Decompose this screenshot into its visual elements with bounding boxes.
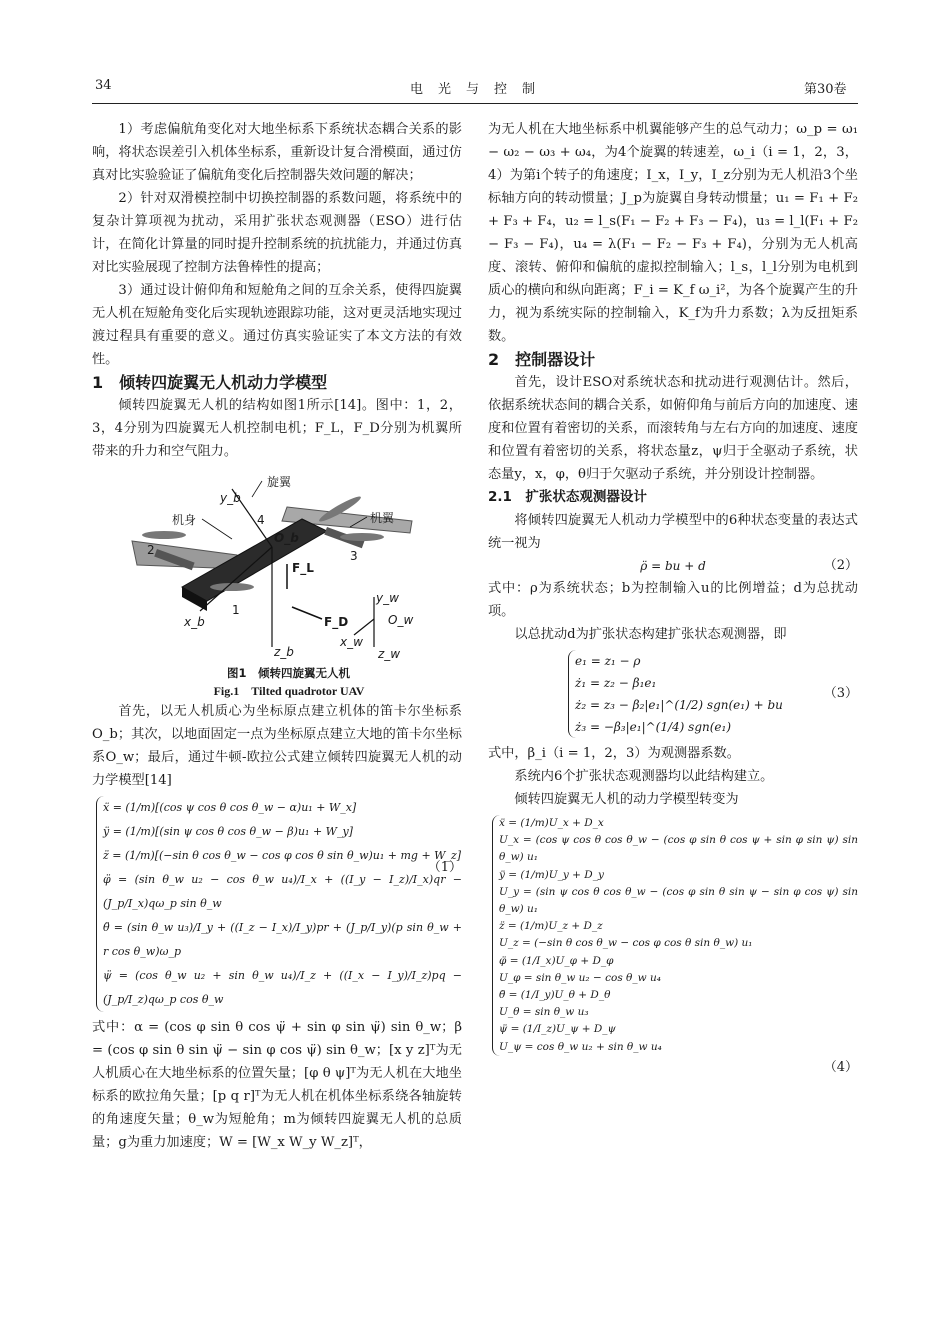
rotor-1 — [210, 583, 254, 591]
eso-construct: 以总扰动d为扩张状态构建扩张状态观测器，即 — [514, 627, 787, 642]
subsection-2-1-heading: 2.1 扩张状态观测器设计 — [488, 489, 647, 505]
contribution-1: 1）考虑偏航角变化对大地坐标系下系统状态耦合关系的影响，将状态误差引入机体坐标系，重新设计复合滑模面，通过仿真对比实验验证了偏航角变化后控制器失效问题的解决； — [92, 122, 462, 183]
label-ob: O_b — [274, 531, 299, 545]
equation-3 — [568, 650, 858, 738]
label-xw: x_w — [340, 635, 363, 649]
eq4-line: U_θ = sin θ_w u₃ — [499, 1006, 589, 1019]
eq1-explanation-cont: 为无人机在大地坐标系中机翼能够产生的总气动力；ω_p = ω₁ − ω₂ − ω₃ + ω₄，为4个旋翼的转速差，ω_i（i = 1，2，3，4）为第i个转子的角速度；I_x，I_y，I_z分别为无人机沿3个坐标轴方向的转动惯量；J_p为旋翼自身转动惯量；u₁ = F₁ + F₂ + F₃ + F₄，u₂ = l_s(F₁ − F₂ + F₃ − F₄)，u₃ = l_l(F₁ + F₂ − F₃ − F₄)，u₄ = λ(F₁ − F₂ − F₃ + F₄)，分别为无人机高度、滚转、俯仰和偏航的虚拟控制输入；l_s，l_l分别为电机到质心的横向和纵向距离；F_i = K_f ω_i²，为各个旋翼产生的升力，视为系统实际的控制输入，K_f为升力系数；λ为反扭矩系数。 — [488, 122, 858, 344]
contribution-3: 3）通过设计俯仰角和短舱角之间的互余关系，使得四旋翼无人机在短舱角变化后实现轨迹跟踪功能，这对更灵活地实现过渡过程具有重要的意义。通过仿真实验证实了本文方法的有效性。 — [92, 283, 462, 367]
figure-1 — [112, 469, 442, 664]
eq1-line: ẍ = (1/m)[(cos ψ cos θ cos θ_w − α)u₁ + W_x] — [103, 801, 357, 814]
eq1-line: θ̈ = (sin θ_w u₃)/I_y + ((I_z − I_x)/I_y)pr + (J_p/I_y)(p sin θ_w + r cos θ_w)ω_p — [103, 921, 462, 958]
label-xb: x_b — [184, 615, 205, 629]
header-rule — [92, 103, 858, 104]
figure-1-caption-cn: 图1 倾转四旋翼无人机 — [226, 666, 350, 680]
section-1-body: 首先，以无人机质心为坐标原点建立机体的笛卡尔坐标系O_b；其次，以地面固定一点为坐标原点建立大地的笛卡尔坐标系O_w；最后，通过牛顿-欧拉公式建立倾转四旋翼无人机的动力学模型[14] — [92, 704, 462, 788]
rotor-3 — [340, 533, 384, 541]
equation-4 — [492, 815, 858, 1056]
eq2-explanation: 式中：ρ为系统状态；b为控制输入u的比例增益；d为总扰动项。 — [488, 581, 858, 619]
label-motor-4: 4 — [257, 513, 265, 527]
page-number: 34 — [95, 78, 112, 93]
section-2-intro: 首先，设计ESO对系统状态和扰动进行观测估计。然后，依据系统状态间的耦合关系，如俯仰角与前后方向的加速度、速度和位置有着密切的关系，而滚转角与左右方向的加速度、速度和位置有着密切的关系，将状态量z，ψ归于全驱动子系统，状态量y，x，φ，θ归于欠驱动子系统，并分别设计控制器。 — [488, 375, 858, 482]
volume-label: 第30卷 — [804, 82, 847, 97]
eq4-line: U_x = (cos ψ cos θ cos θ_w − (cos φ sin θ cos ψ + sin φ sin ψ) sin θ_w) u₁ — [499, 834, 858, 864]
figure-1-caption-en: Fig.1 Tilted quadrotor UAV — [213, 684, 365, 698]
eq4-line: U_y = (sin ψ cos θ cos θ_w − (cos φ sin θ sin ψ − sin φ cos ψ) sin θ_w) u₁ — [499, 885, 858, 916]
eq4-line: φ̈ = (1/I_x)U_φ + D_φ — [499, 954, 614, 967]
eq1-line: ψ̈ = (cos θ_w u₂ + sin θ_w u₄)/I_z + ((I_x − I_y)/I_z)pq − (J_p/I_z)qω_p cos θ_w — [103, 969, 462, 1006]
label-yw: y_w — [376, 591, 399, 605]
eq1-line: φ̈ = (sin θ_w u₂ − cos θ_w u₄)/I_x + ((I_y − I_z)/I_x)qr − (J_p/I_x)qω_p sin θ_w — [103, 873, 462, 910]
eq3-line: e₁ = z₁ − ρ — [575, 654, 641, 668]
eq4-line: z̈ = (1/m)U_z + D_z — [499, 920, 603, 933]
label-motor-1: 1 — [232, 603, 240, 617]
eq1-line: z̈ = (1/m)[(−sin θ cos θ_w − cos φ cos θ sin θ_w)u₁ + mg + W_z] — [103, 849, 462, 862]
label-fl: F_L — [292, 561, 314, 575]
eq3-line: ż₃ = −β₃|e₁|^(1/4) sgn(e₁) — [575, 720, 732, 734]
eq4-number: （4） — [823, 1059, 858, 1075]
label-zw: z_w — [378, 647, 401, 661]
label-wing: 机翼 — [370, 511, 395, 525]
eq4-line: θ̈ = (1/I_y)U_θ + D_θ — [499, 989, 611, 1002]
label-yb: y_b — [220, 491, 241, 505]
eq4-line: U_φ = sin θ_w u₂ − cos θ_w u₄ — [499, 971, 661, 984]
section-2-heading: 2 控制器设计 — [488, 350, 596, 369]
eq4-line: U_ψ = cos θ_w u₂ + sin θ_w u₄ — [499, 1040, 662, 1053]
label-fd: F_D — [324, 615, 349, 629]
eq4-line: ψ̈ = (1/I_z)U_ψ + D_ψ — [499, 1023, 616, 1036]
label-motor-2: 2 — [147, 543, 155, 557]
equation-1 — [96, 796, 462, 1012]
section-1-heading: 1 倾转四旋翼无人机动力学模型 — [92, 373, 328, 392]
eq3-number: （3） — [823, 686, 858, 701]
rotor-2 — [142, 531, 186, 539]
eq1-number: （1） — [427, 860, 462, 875]
eq3-line: ż₂ = z₃ − β₂|e₁|^(1/2) sgn(e₁) + bu — [575, 698, 783, 712]
contribution-2: 2）针对双滑模控制中切换控制器的系数问题，将系统中的复杂计算项视为扰动，采用扩张状态观测器（ESO）进行估计，在简化计算量的同时提升控制系统的抗扰能力，并通过仿真对比实验展现了控制方法鲁棒性的提高； — [92, 191, 462, 275]
left-column — [92, 118, 462, 1154]
eso-intro: 将倾转四旋翼无人机动力学模型中的6种状态变量的表达式统一视为 — [488, 513, 858, 551]
eq1-line: ÿ = (1/m)[(sin ψ cos θ cos θ_w − β)u₁ + W_y] — [103, 825, 353, 838]
label-rotor: 旋翼 — [267, 475, 292, 489]
equation-2: ρ̈ = bu + d （2） — [640, 558, 858, 573]
eso-note: 系统内6个扩张状态观测器均以此结构建立。 — [514, 769, 774, 784]
eq1-explanation: 式中：α = (cos φ sin θ cos ψ̈ + sin φ sin ψ̈) sin θ_w；β = (cos φ sin θ sin ψ̈ − sin φ cos ψ̈) sin θ_w；[x y z]ᵀ为无人机质心在大地坐标系的位置矢量；[φ θ ψ]ᵀ为无人机在大地坐标系的欧拉角矢量；[p q r]ᵀ为无人机在机体坐标系绕各轴旋转的角速度矢量；θ_w为短舱角；m为倾转四旋翼无人机的总质量；g为重力加速度；W = [W_x W_y W_z]ᵀ， — [92, 1020, 462, 1150]
label-ow: O_w — [388, 613, 414, 627]
section-1-intro: 倾转四旋翼无人机的结构如图1所示[14]。图中：1，2，3，4分别为四旋翼无人机控制电机；F_L，F_D分别为机翼所带来的升力和空气阻力。 — [92, 398, 462, 459]
eq3-explanation: 式中，β_i（i = 1，2，3）为观测器系数。 — [488, 746, 740, 761]
uav-illustration — [112, 469, 442, 664]
eq4-line: ÿ = (1/m)U_y + D_y — [499, 868, 604, 881]
label-motor-3: 3 — [350, 549, 358, 563]
journal-title: 电 光 与 控 制 — [410, 82, 537, 97]
right-column — [488, 118, 858, 1079]
model-transform: 倾转四旋翼无人机的动力学模型转变为 — [514, 792, 739, 807]
eq2-number: （2） — [823, 558, 858, 573]
label-zb: z_b — [274, 645, 294, 659]
eq3-line: ż₁ = z₂ − β₁e₁ — [575, 676, 657, 690]
eq4-line: U_z = (−sin θ cos θ_w − cos φ cos θ sin θ_w) u₁ — [499, 937, 753, 950]
eq4-line: ẍ = (1/m)U_x + D_x — [499, 817, 604, 829]
label-fuselage: 机身 — [172, 513, 197, 527]
